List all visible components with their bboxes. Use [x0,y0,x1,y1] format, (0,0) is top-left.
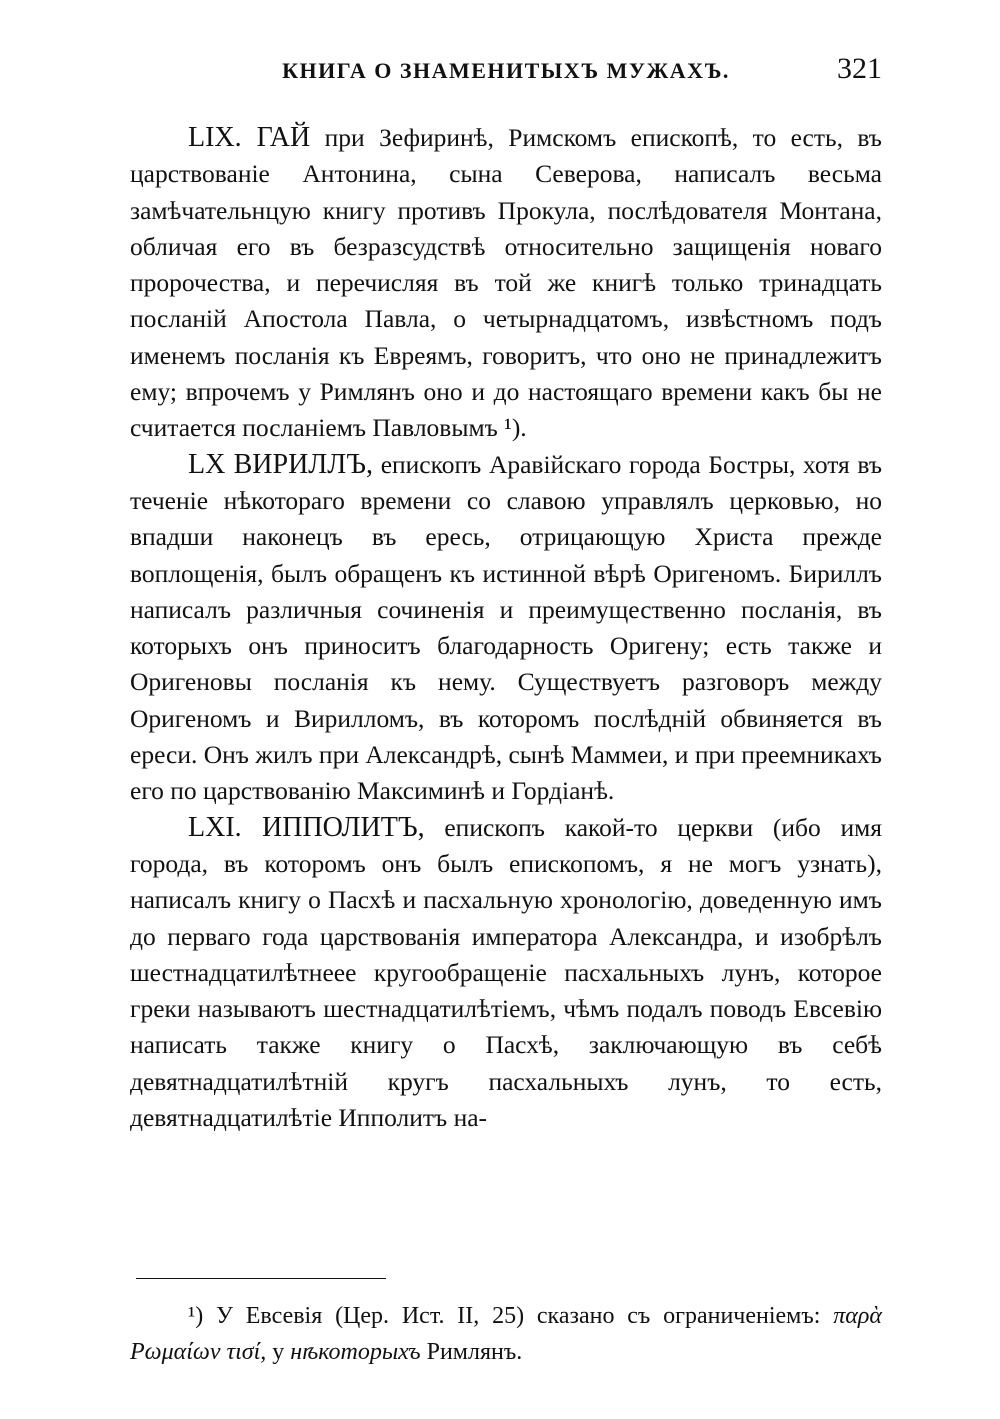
body-text [130,120,882,1136]
footnote-text: ¹) У Евсевія (Цер. Ист. II, 25) сказано съ ограниченіемъ: [188,1303,834,1329]
paragraph-lxi [130,810,882,1137]
paragraph-lead: LIX. ГАЙ [188,122,311,153]
footnote-text: у [266,1339,291,1365]
paragraph-lix [130,120,882,447]
footnote [130,1298,882,1370]
running-title: КНИГА О ЗНАМЕНИТЫХЪ МУЖАХЪ. [282,58,730,83]
paragraph-text: при Зефиринѣ, Римскомъ епископѣ, то есть, въ царствованіе Антонина, сына Северова, написалъ весьма замѣчательнцую книгу противъ Прокула, послѣдователя Монтана, обличая его въ безразсудствѣ относительно защищенія новаго пророчества, и перечисляя въ той же книгѣ только тринадцать посланій Апостола Павла, о четырнадцатомъ, извѣстномъ подъ именемъ посланія къ Евреямъ, говоритъ, что оно не принадлежитъ ему; впрочемъ у Римлянъ оно и до настоящаго времени какъ бы не считается посланіемъ Павловымъ ¹). [130,123,882,443]
page-number: 321 [837,52,882,85]
paragraph-text: епископъ Аравійскаго города Бостры, хотя въ теченіе нѣкотораго времени со славою управлялъ церковью, но впадши наконецъ въ ересь, отрицающую Христа прежде воплощенія, былъ обращенъ къ истинной вѣрѣ Оригеномъ. Бириллъ написалъ различныя сочиненія и преимущественно посланія, въ которыхъ онъ приноситъ благодарность Оригену; есть также и Оригеновы посланія къ нему. Существуетъ разговоръ между Оригеномъ и Вирилломъ, въ которомъ послѣдній обвиняется въ ереси. Онъ жилъ при Александрѣ, сынѣ Маммеи, и при преемникахъ его по царствованію Максиминѣ и Гордіанѣ. [130,449,883,806]
paragraph-text: епископъ какой-то церкви (ибо имя города, въ которомъ онъ былъ епископомъ, я не могъ узнать), написалъ книгу о Пасхѣ и пасхальную хронологію, доведенную имъ до перваго года царствованія императора Александра, и изобрѣлъ шестнадцатилѣтнеее кругообращеніе пасхальныхъ лунъ, которое греки называютъ шестнадцатилѣтіемъ, чѣмъ подалъ поводъ Евсевію написать также книгу о Пасхѣ, заключающую въ себѣ девятнадцатилѣтній кругъ пасхальныхъ лунъ, то есть, девятнадцатилѣтіе Ипполитъ на- [130,812,882,1133]
footnote-text: Римлянъ. [420,1339,523,1365]
paragraph-lead: LXI. ИППОЛИТЪ, [188,811,425,843]
running-head [130,52,882,85]
footnote-italic: нѣкоторыхъ [290,1339,421,1365]
footnote-rule [136,1278,386,1279]
footnote-greek: παρὰ Ρωμαίων τισί, [130,1303,882,1365]
paragraph-lead: LX ВИРИЛЛЪ, [188,448,374,480]
paragraph-lx [130,447,882,810]
